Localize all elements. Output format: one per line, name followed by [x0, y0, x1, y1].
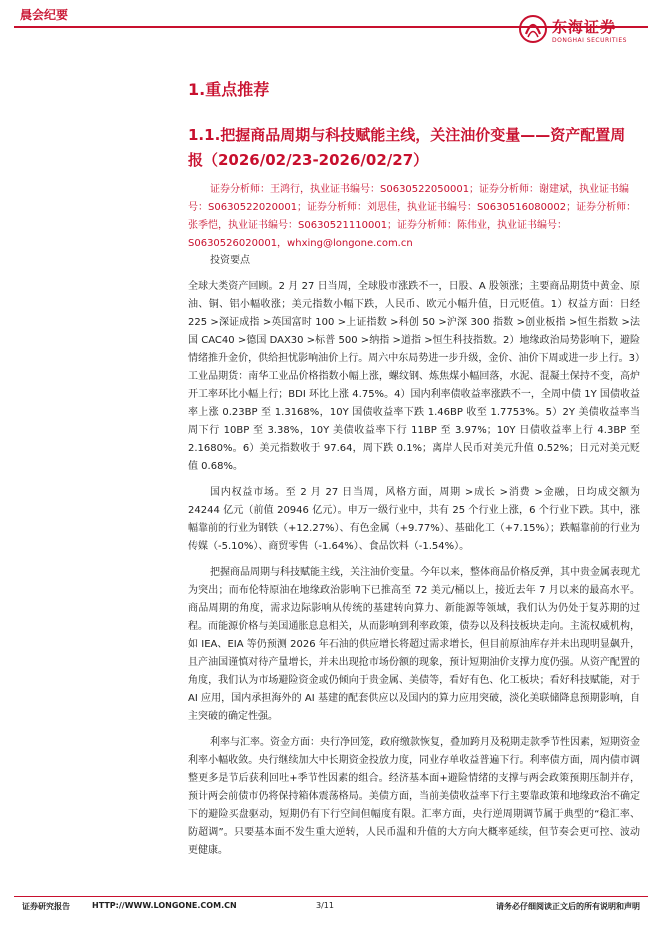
logo-chinese-name: 东海证券	[552, 18, 617, 36]
paragraph-rates-fx: 利率与汇率。资金方面：央行净回笼，政府缴款恢复，叠加跨月及税期走款季节性因素，短期资金利率小幅收敛。央行继续加大中长期资金投放力度，同业存单收益普遍下行。利率债方面，周内债市调整更多是节后获利回吐+季节性因素的组合。经济基本面+避险情绪的支撑与两会政策预期压制并存，预计两会前债市仍将保持箱体震荡格局。美债方面，当前美债收益率下行主要靠政策和地缘政治不确定下的避险买盘驱动，短期仍有下行空间但幅度有限。汇率方面，央行逆周期调节属于典型的“稳汇率、防超调”。只要基本面不发生重大逆转，人民币温和升值的大方向大概率延续，但节奏会更可控、波动更健康。	[188, 737, 640, 856]
company-logo	[518, 10, 652, 54]
footer-divider	[14, 896, 648, 897]
key-points-heading: 投资要点	[210, 255, 250, 266]
paragraph-commodity-cycle: 把握商品周期与科技赋能主线，关注油价变量。今年以来，整体商品价格反弹，其中贵金属表现尤为突出；而布伦特原油在地缘政治影响下已推高至 72 美元/桶以上，接近去年 7 月以来的最高水平。商品周期的角度，需求边际影响从传统的基建转向算力、新能源等领域，我们认为仍处于复苏期的过程。而能源价格与美国通胀息息相关，从而影响到利率政策，债券以及科技板块走向。主流权威机构，如 IEA、EIA 等仍预测 2026 年石油的供应增长将超过需求增长，但目前原油库存并未出现明显飙升，且产油国谨慎对待产量增长，并未出现抢市场份额的现象，预计短期油价支撑力度仍强。从资产配置的角度，我们认为市场避险资金或仍倾向于贵金属、美债等，看好有色、化工板块；看好科技赋能，对于 AI 应用，国内承担海外的 AI 基建的配套供应以及国内的算力应用突破，淡化美联储降息预期影响，自主突破的确定性强。	[188, 567, 640, 722]
section-title: 1.重点推荐	[188, 80, 270, 99]
logo-emblem-icon	[518, 10, 548, 48]
logo-english-name: DONGHAI SECURITIES	[552, 37, 627, 44]
footer-website-link[interactable]: HTTP://WWW.LONGONE.COM.CN	[92, 901, 237, 910]
paragraph-domestic-equity: 国内权益市场。至 2 月 27 日当周，风格方面，周期 >成长 >消费 >金融，日均成交额为 24244 亿元（前值 20946 亿元）。申万一级行业中，共有 25 个行业上涨，6 个行业下跌。其中，涨幅靠前的行业为钢铁（+12.27%）、有色金属（+9.77%）、基础化工（+7.15%）；跌幅靠前的行业为传媒（-5.10%）、商贸零售（-1.64%）、食品饮料（-1.54%）。	[188, 487, 640, 552]
page-number: 3/11	[316, 901, 334, 910]
footer-report-label: 证券研究报告	[22, 902, 70, 911]
paragraph-asset-review: 全球大类资产回顾。2 月 27 日当周，全球股市涨跌不一，日股、A 股领涨；主要商品期货中黄金、原油、铜、铝小幅收涨；美元指数小幅下跌，人民币、欧元小幅升值，日元贬值。1）权益方面：日经 225 >深证成指 >英国富时 100 >上证指数 >科创 50 >沪深 300 指数 >创业板指 >恒生指数 >法国 CAC40 >德国 DAX30 >标普 500 >纳指 >道指 >恒生科技指数。2）地缘政治局势影响下，避险情绪推升金价，供给担忧影响油价上行。周六中东局势进一步升级，金价、油价下周或进一步上行。3）工业品期货：南华工业品价格指数小幅上涨，螺纹钢、炼焦煤小幅回落，水泥、混凝土保持不变，高炉开工率环比小幅上行；BDI 环比上涨 4.75%。4）国内利率债收益率涨跌不一，全周中债 1Y 国债收益率上涨 0.23BP 至 1.3168%，10Y 国债收益率下跌 1.46BP 收至 1.7753%。5）2Y 美债收益率当周下行 10BP 至 3.38%，10Y 美债收益率下行 11BP 至 3.97%；10Y 日债收益率上行 4.3BP 至 2.1680%。6）美元指数收于 97.64，周下跌 0.1%；离岸人民币对美元升值 0.52%；日元对美元贬值 0.68%。	[188, 281, 640, 472]
report-body	[188, 252, 640, 868]
footer-disclaimer: 请务必仔细阅读正文后的所有说明和声明	[496, 902, 640, 911]
report-type-label: 晨会纪要	[20, 8, 69, 22]
analyst-info: 证券分析师：王鸿行，执业证书编号：S0630522050001；证券分析师：谢建斌，执业证书编号：S0630522020001；证券分析师：刘思佳，执业证书编号：S0630516080002；证券分析师：张季恺，执业证书编号：S0630521110001；证券分析师：陈伟业，执业证书编号：S0630526020001，whxing@longone.com.cn	[188, 184, 637, 249]
report-subtitle: 1.1.把握商品周期与科技赋能主线，关注油价变量——资产配置周报（2026/02/23-2026/02/27）	[188, 126, 626, 169]
